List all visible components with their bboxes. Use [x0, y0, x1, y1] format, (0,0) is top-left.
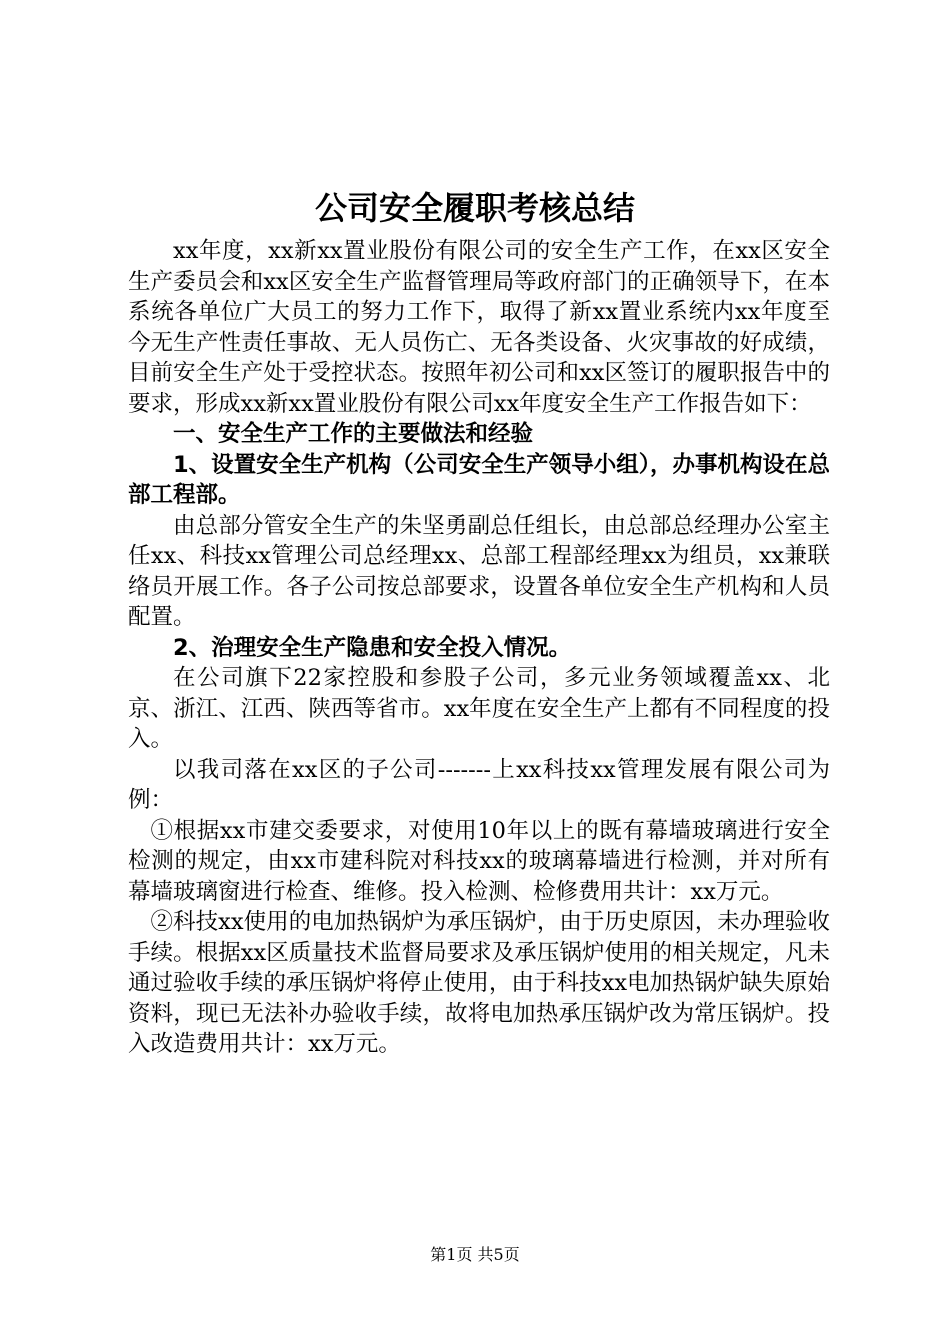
subsection-heading-2: 2、治理安全生产隐患和安全投入情况。 — [173, 634, 572, 661]
example-intro-paragraph: 以我司落在xx区的子公司-------上xx科技xx管理发展有限公司为例： — [128, 756, 830, 813]
section-heading-1: 一、安全生产工作的主要做法和经验 — [173, 421, 534, 447]
document-body — [128, 236, 830, 1060]
document-title: 公司安全履职考核总结 — [314, 189, 635, 227]
boiler-item: ②科技xx使用的电加热锅炉为承压锅炉，由于历史原因，未办理验收手续。根据xx区质量技术监督局要求及承压锅炉使用的相关规定，凡未通过验收手续的承压锅炉将停止使用，由于科技xx电加热锅炉缺失原始资料，现已无法补办验收手续，故将电加热承压锅炉改为常压锅炉。投入改造费用共计：xx万元。 — [128, 909, 830, 1057]
intro-paragraph: xx年度，xx新xx置业股份有限公司的安全生产工作，在xx区安全生产委员会和xx区安全生产监督管理局等政府部门的正确领导下，在本系统各单位广大员工的努力工作下，取得了新xx置业系统内xx年度至今无生产性责任事故、无人员伤亡、无各类设备、火灾事故的好成绩，目前安全生产处于受控状态。按照年初公司和xx区签订的履职报告中的要求，形成xx新xx置业股份有限公司xx年度安全生产工作报告如下： — [128, 238, 830, 417]
page-number-footer: 第1页 共5页 — [430, 1245, 520, 1264]
subsidiaries-paragraph: 在公司旗下22家控股和参股子公司，多元业务领域覆盖xx、北京、浙江、江西、陕西等省市。xx年度在安全生产上都有不同程度的投入。 — [128, 665, 830, 752]
curtain-wall-item: ①根据xx市建交委要求，对使用10年以上的既有幕墙玻璃进行安全检测的规定，由xx市建科院对科技xx的玻璃幕墙进行检测，并对所有幕墙玻璃窗进行检查、维修。投入检测、检修费用共计：xx万元。 — [128, 817, 830, 905]
organization-paragraph: 由总部分管安全生产的朱坚勇副总任组长，由总部总经理办公室主任xx、科技xx管理公司总经理xx、总部工程部经理xx为组员，xx兼联络员开展工作。各子公司按总部要求，设置各单位安全生产机构和人员配置。 — [128, 512, 830, 630]
subsection-heading-1: 1、设置安全生产机构（公司安全生产领导小组），办事机构设在总部工程部。 — [128, 451, 830, 508]
